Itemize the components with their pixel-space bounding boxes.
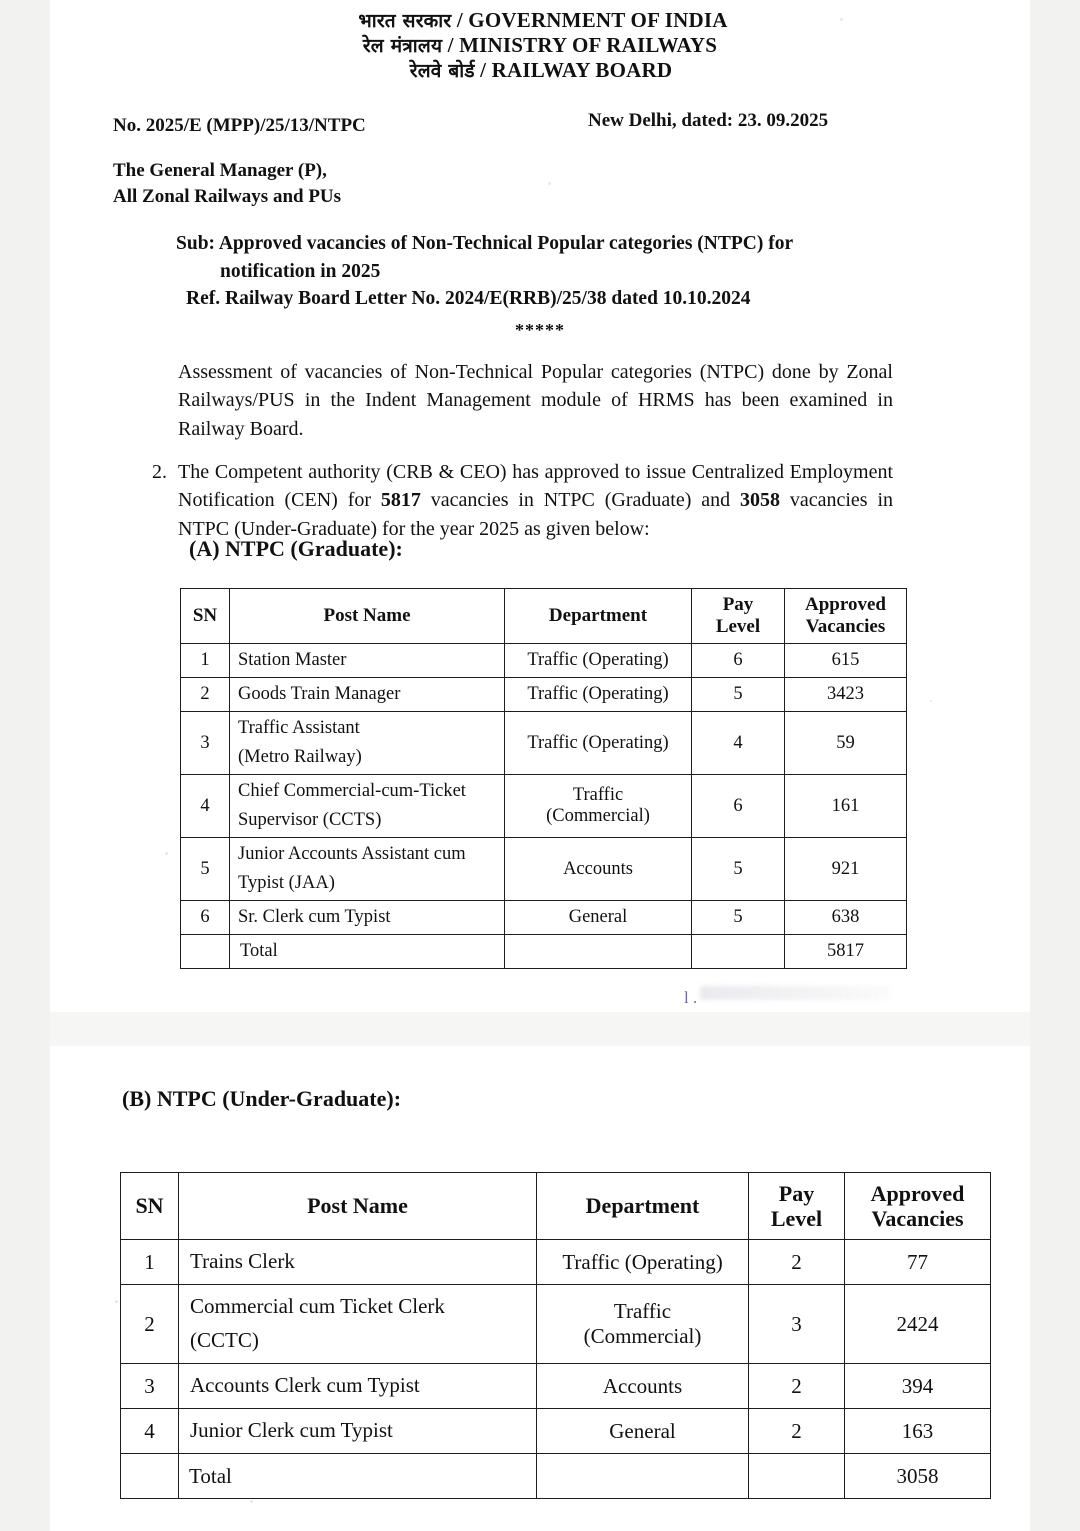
letterhead-line-government xyxy=(0,8,1080,33)
cell-pay-level-empty xyxy=(749,1454,845,1499)
scan-speck xyxy=(165,852,168,855)
cell-total-vacancies: 5817 xyxy=(785,935,907,969)
cell-total-label: Total xyxy=(230,935,505,969)
column-header-pay-level xyxy=(692,589,785,644)
cell-sn-empty xyxy=(181,935,230,969)
cell-department-empty xyxy=(505,935,692,969)
cell-post-name: Sr. Clerk cum Typist xyxy=(230,901,505,935)
table-row xyxy=(181,775,907,838)
table-total-row xyxy=(181,935,907,969)
cell-post-name: Station Master xyxy=(230,644,505,678)
table-total-row xyxy=(121,1454,991,1499)
scan-speck xyxy=(930,700,932,702)
subject-block xyxy=(176,230,876,287)
cell-pay-level: 3 xyxy=(749,1285,845,1364)
cell-sn: 4 xyxy=(121,1409,179,1454)
cell-total-label: Total xyxy=(179,1454,537,1499)
table-row xyxy=(181,644,907,678)
table-ntpc-graduate xyxy=(180,588,907,969)
cell-department: Traffic (Operating) xyxy=(505,678,692,712)
letterhead-line-ministry xyxy=(0,33,1080,58)
cell-sn: 1 xyxy=(121,1240,179,1285)
table-row xyxy=(181,678,907,712)
table-header-row xyxy=(121,1173,991,1240)
column-header-approved-line1: Approved xyxy=(870,1180,965,1206)
cell-post-name-line2: Typist (JAA) xyxy=(238,873,335,893)
table-row xyxy=(181,901,907,935)
cell-sn: 5 xyxy=(181,838,230,901)
scan-smudge xyxy=(700,986,890,1000)
paragraph-2-text-c: vacancies in NTPC (Graduate) and xyxy=(420,489,740,512)
cell-pay-level: 5 xyxy=(692,678,785,712)
handwritten-mark: l . xyxy=(684,988,698,1007)
table-row xyxy=(121,1285,991,1364)
cell-department-empty xyxy=(537,1454,749,1499)
cell-sn: 2 xyxy=(181,678,230,712)
column-header-approved-vacancies xyxy=(785,589,907,644)
cell-pay-level: 2 xyxy=(749,1409,845,1454)
table-row xyxy=(181,838,907,901)
addressee-line-1: The General Manager (P), xyxy=(113,160,327,181)
cell-pay-level: 5 xyxy=(692,901,785,935)
cell-post-name: Accounts Clerk cum Typist xyxy=(179,1364,537,1409)
cell-sn: 1 xyxy=(181,644,230,678)
subject-line-2: notification in 2025 xyxy=(220,261,381,283)
section-heading-graduate: (A) NTPC (Graduate): xyxy=(189,536,403,561)
cell-department: Traffic (Operating) xyxy=(537,1240,749,1285)
paragraph-2-number: 2. xyxy=(152,461,167,483)
cell-pay-level: 6 xyxy=(692,644,785,678)
column-header-pay-level-line2: Level xyxy=(715,616,761,637)
paragraph-2-undergraduate-count: 3058 xyxy=(739,489,780,512)
cell-department xyxy=(537,1285,749,1364)
scan-speck xyxy=(250,1500,253,1503)
cell-approved-vacancies: 615 xyxy=(785,644,907,678)
letterhead-line-board xyxy=(0,58,1080,83)
column-header-post-name: Post Name xyxy=(230,589,505,644)
section-heading-undergraduate: (B) NTPC (Under-Graduate): xyxy=(122,1086,402,1111)
cell-post-name-line1: Junior Accounts Assistant cum xyxy=(238,844,466,865)
letterhead-line-board-english: / RAILWAY BOARD xyxy=(480,57,673,82)
cell-sn-empty xyxy=(121,1454,179,1499)
cell-department: Traffic (Operating) xyxy=(505,644,692,678)
addressee-line-2: All Zonal Railways and PUs xyxy=(113,185,342,207)
letterhead-line-government-english: / GOVERNMENT OF INDIA xyxy=(456,8,728,32)
column-header-pay-level-line1: Pay xyxy=(778,1180,815,1206)
column-header-approved-vacancies xyxy=(845,1173,991,1240)
cell-sn: 6 xyxy=(181,901,230,935)
column-header-pay-level-line2: Level xyxy=(770,1206,823,1231)
cell-department: General xyxy=(537,1409,749,1454)
cell-department-line1: Traffic xyxy=(613,1299,672,1323)
cell-post-name-line1: Traffic Assistant xyxy=(238,718,360,739)
column-header-department: Department xyxy=(537,1173,749,1240)
cell-department-line1: Traffic xyxy=(572,785,624,805)
cell-pay-level: 2 xyxy=(749,1364,845,1409)
cell-approved-vacancies: 59 xyxy=(785,712,907,775)
scan-speck xyxy=(548,182,551,185)
reference-letter-line: Ref. Railway Board Letter No. 2024/E(RRB)/25/38 dated 10.10.2024 xyxy=(186,288,751,309)
cell-department-line2: (Commercial) xyxy=(546,806,650,826)
place-and-date: New Delhi, dated: 23. 09.2025 xyxy=(588,110,829,131)
separator-asterisks: ***** xyxy=(515,320,565,340)
cell-approved-vacancies: 163 xyxy=(845,1409,991,1454)
paragraph-2-text-a: The Competent authority (CRB & CEO) has approved to issue Centralized Employment Notification (CEN) for xyxy=(178,461,893,512)
cell-sn: 4 xyxy=(181,775,230,838)
cell-post-name xyxy=(230,775,505,838)
paragraph-1: Assessment of vacancies of Non-Technical Popular categories (NTPC) done by Zonal Railways/PUS in the Indent Management module of HRMS has been examined in Railway Board. xyxy=(178,361,893,440)
cell-post-name-line2: (CCTC) xyxy=(190,1328,259,1352)
letterhead-line-ministry-english: / MINISTRY OF RAILWAYS xyxy=(447,32,718,57)
cell-post-name: Junior Clerk cum Typist xyxy=(179,1409,537,1454)
cell-post-name xyxy=(230,838,505,901)
cell-pay-level-empty xyxy=(692,935,785,969)
cell-pay-level: 6 xyxy=(692,775,785,838)
table-row xyxy=(121,1364,991,1409)
letter-reference-number: No. 2025/E (MPP)/25/13/NTPC xyxy=(113,115,366,136)
cell-post-name xyxy=(179,1285,537,1364)
letterhead-line-government-hindi: भारत सरकार xyxy=(358,10,452,32)
scan-speck xyxy=(115,1300,118,1303)
cell-department: Traffic (Operating) xyxy=(505,712,692,775)
cell-approved-vacancies: 161 xyxy=(785,775,907,838)
letterhead xyxy=(0,8,1080,82)
column-header-approved-line1: Approved xyxy=(805,594,886,616)
cell-pay-level: 2 xyxy=(749,1240,845,1285)
column-header-department: Department xyxy=(505,589,692,644)
table-row xyxy=(181,712,907,775)
letterhead-line-board-hindi: रेलवे बोर्ड xyxy=(409,59,475,82)
column-header-approved-line2: Vacancies xyxy=(805,616,886,637)
cell-post-name-line2: Supervisor (CCTS) xyxy=(238,810,382,830)
column-header-pay-level-line1: Pay xyxy=(722,594,754,616)
cell-post-name: Goods Train Manager xyxy=(230,678,505,712)
table-header-row xyxy=(181,589,907,644)
cell-post-name xyxy=(230,712,505,775)
cell-department: Accounts xyxy=(537,1364,749,1409)
table-row xyxy=(121,1240,991,1285)
table-ntpc-undergraduate xyxy=(120,1172,991,1499)
addressee-block xyxy=(113,158,341,209)
letterhead-line-ministry-hindi: रेल मंत्रालय xyxy=(362,34,443,57)
cell-department-line2: (Commercial) xyxy=(583,1324,702,1348)
column-header-post-name: Post Name xyxy=(179,1173,537,1240)
cell-approved-vacancies: 394 xyxy=(845,1364,991,1409)
column-header-sn: SN xyxy=(181,589,230,644)
cell-post-name-line1: Commercial cum Ticket Clerk xyxy=(190,1294,445,1319)
cell-approved-vacancies: 638 xyxy=(785,901,907,935)
column-header-sn: SN xyxy=(121,1173,179,1240)
column-header-pay-level xyxy=(749,1173,845,1240)
cell-department xyxy=(505,775,692,838)
cell-post-name-line1: Chief Commercial-cum-Ticket xyxy=(238,781,466,802)
table-row xyxy=(121,1409,991,1454)
paragraph-2 xyxy=(152,458,893,543)
scan-speck xyxy=(840,18,843,21)
cell-total-vacancies: 3058 xyxy=(845,1454,991,1499)
cell-department: General xyxy=(505,901,692,935)
subject-line-1: Sub: Approved vacancies of Non-Technical Popular categories (NTPC) for xyxy=(176,233,794,254)
cell-approved-vacancies: 3423 xyxy=(785,678,907,712)
cell-post-name: Trains Clerk xyxy=(179,1240,537,1285)
paragraph-2-graduate-count: 5817 xyxy=(380,489,421,512)
cell-pay-level: 4 xyxy=(692,712,785,775)
paragraph-2-text-d: vacancies in NTPC (Under-Graduate) for the year 2025 as given below: xyxy=(178,489,893,540)
cell-approved-vacancies: 2424 xyxy=(845,1285,991,1364)
cell-approved-vacancies: 77 xyxy=(845,1240,991,1285)
cell-pay-level: 5 xyxy=(692,838,785,901)
cell-post-name-line2: (Metro Railway) xyxy=(238,747,362,767)
cell-approved-vacancies: 921 xyxy=(785,838,907,901)
column-header-approved-line2: Vacancies xyxy=(871,1206,964,1231)
cell-sn: 3 xyxy=(121,1364,179,1409)
cell-sn: 3 xyxy=(181,712,230,775)
cell-sn: 2 xyxy=(121,1285,179,1364)
cell-department: Accounts xyxy=(505,838,692,901)
